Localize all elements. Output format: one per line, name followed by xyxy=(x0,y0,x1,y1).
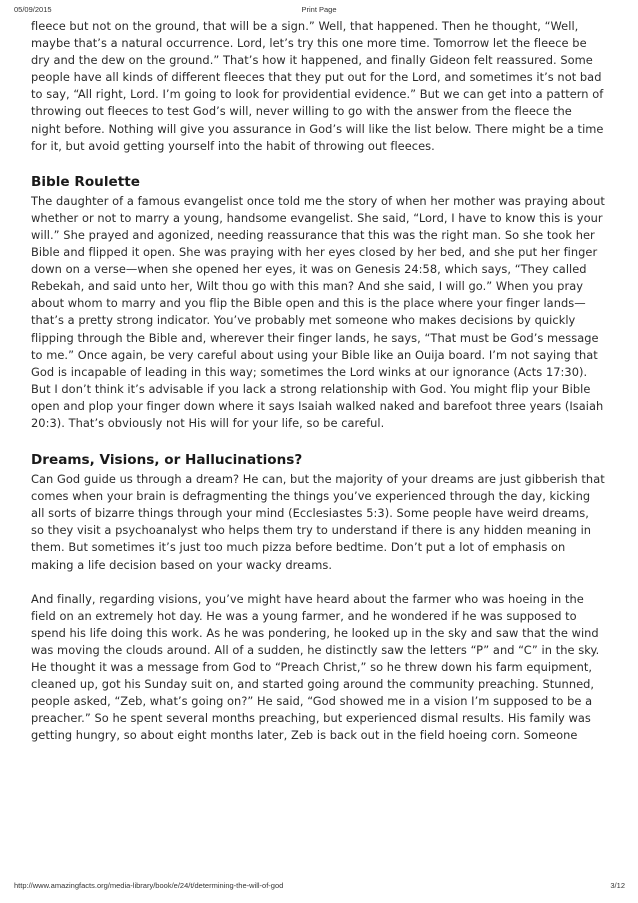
dreams-paragraph: Can God guide us through a dream? He can, but the majority of your dreams are just gibberish that comes when your brain is defragmenting the things you’ve experienced through the day, kicking all sorts of bizarre things through your mind (Ecclesiastes 5:3). Some people have weird dreams, so they visit a psychoanalyst who helps them try to understand if there is any hidden meaning in them. But sometimes it’s just too much pizza before bedtime. Don’t put a lot of emphasis on making a life decision based on your wacky dreams. xyxy=(31,472,605,572)
print-header xyxy=(0,4,638,16)
article-body xyxy=(31,18,605,744)
visions-paragraph: And finally, regarding visions, you’ve might have heard about the farmer who was hoeing in the field on an extremely hot day. He was a young farmer, and he wondered if he was supposed to spend his life doing this work. As he was pondering, he looked up in the sky and saw that the wind was moving the clouds around. All of a sudden, he distinctly saw the letters “P” and “C” in the sky. He thought it was a message from God to “Preach Christ,” so he threw down his farm equipment, cleaned up, got his Sunday suit on, and started going around the community preaching. Stunned, people asked, “Zeb, what’s going on?” He said, “God showed me in a vision I’m supposed to be a preacher.” So he spent several months preaching, but experienced dismal results. His family was getting hungry, so about eight months later, Zeb is back out in the field hoeing corn. Someone xyxy=(31,591,600,743)
section-heading-dreams-visions: Dreams, Visions, or Hallucinations? xyxy=(31,452,303,469)
bible-roulette-paragraph: The daughter of a famous evangelist once told me the story of when her mother was praying about whether or not to marry a young, handsome evangelist. She said, “Lord, I have to know this is your will.” She prayed and agonized, needing reassurance that this was the right man. So she took her Bible and flipped it open. She was praying with her eyes closed by her bed, and she put her finger down on a verse—when she opened her eyes, it was on Genesis 24:58, which says, “They called Rebekah, and said unto her, Wilt thou go with this man? And she said, I will go.” When you pray about whom to marry and you flip the Bible open and this is the place where your finger lands—that’s a pretty strong indicator. You’ve probably met someone who makes decisions by quickly flipping through the Bible and, wherever their finger lands, he says, “That must be God’s message to me.” Once again, be very careful about using your Bible like an Ouija board. I’m not saying that God is incapable of leading in this way; sometimes the Lord winks at our ignorance (Acts 17:30). But I don’t think it’s advisable if you lack a strong relationship with God. You might flip your Bible open and plop your finger down where it says Isaiah walked naked and barefoot three years (Isaiah 20:3). That’s obviously not His will for your life, so be careful. xyxy=(31,193,605,430)
source-url-link[interactable]: http://www.amazingfacts.org/media-library/book/e/24/t/determining-the-will-of-god xyxy=(14,881,284,890)
page-number: 3/12 xyxy=(610,881,625,890)
print-footer xyxy=(0,880,638,892)
print-page-title: Print Page xyxy=(301,5,337,14)
intro-paragraph: fleece but not on the ground, that will be a sign.” Well, that happened. Then he thought, “Well, maybe that’s a natural occurrence. Lord, let’s try this one more time. Tomorrow let the fleece be dry and the dew on the ground.” That’s how it happened, and finally Gideon felt reassured. Some people have all kinds of different fleeces that they put out for the Lord, and sometimes it’s not bad to say, “All right, Lord. I’m going to look for providential evidence.” But we can get into a pattern of throwing out fleeces to test God’s will, never willing to go with the answer from the fleece the night before. Nothing will give you assurance in God’s will like the list below. There might be a time for it, but avoid getting yourself into the habit of throwing out fleeces. xyxy=(31,19,604,153)
print-date: 05/09/2015 xyxy=(14,5,52,14)
section-heading-bible-roulette: Bible Roulette xyxy=(31,173,140,190)
